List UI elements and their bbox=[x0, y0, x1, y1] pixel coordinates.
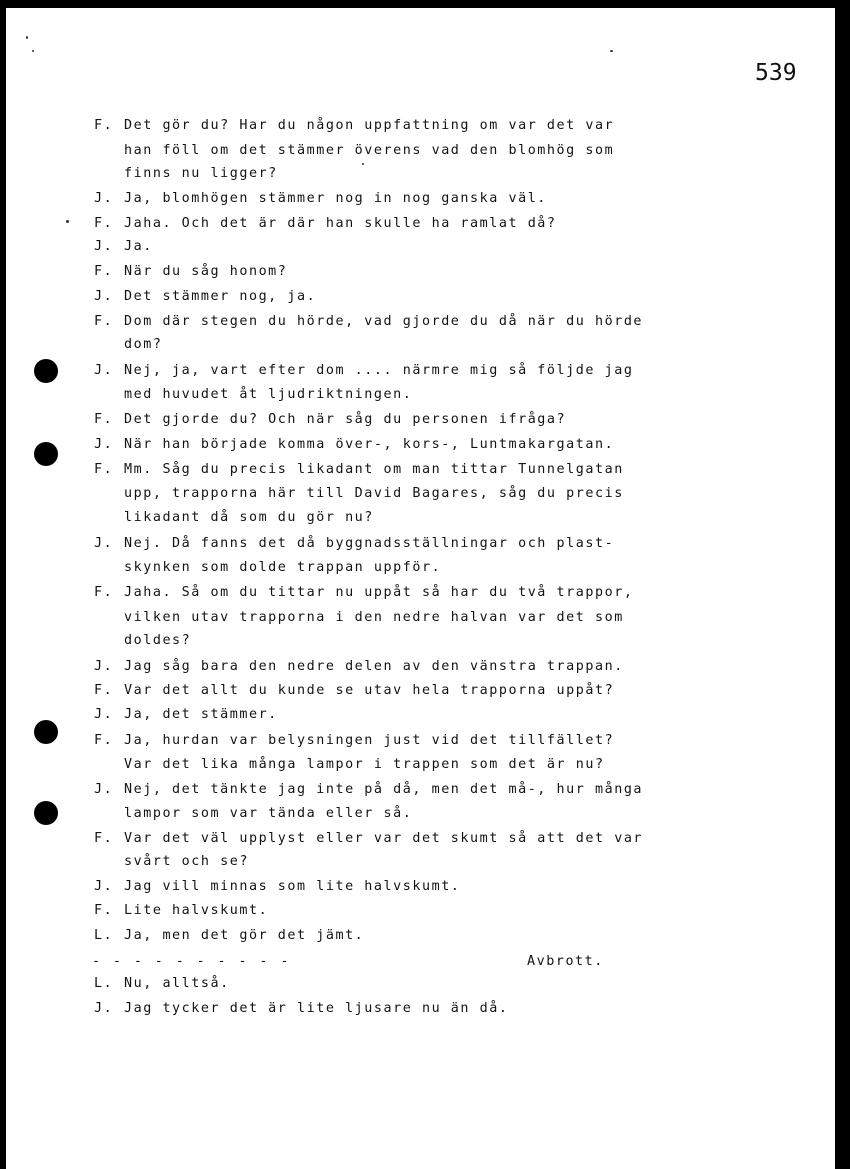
speaker-label: J. bbox=[94, 879, 114, 894]
speaker-label: F. bbox=[94, 831, 114, 846]
transcript-line: svårt och se? bbox=[124, 854, 249, 869]
speaker-label: J. bbox=[94, 1001, 114, 1016]
speaker-label: J. bbox=[94, 289, 114, 304]
transcript-line: Nej, det tänkte jag inte på då, men det må-, hur många bbox=[124, 782, 644, 797]
speaker-label: F. bbox=[94, 733, 114, 748]
speaker-label: J. bbox=[94, 239, 114, 254]
transcript-line: Nu, alltså. bbox=[124, 976, 230, 991]
transcript-line: Jaha. Så om du tittar nu uppåt så har du två trappor, bbox=[124, 585, 634, 600]
transcript-line: han föll om det stämmer överens vad den blomhög som bbox=[124, 143, 615, 158]
speaker-label: F. bbox=[94, 585, 114, 600]
page-number: 539 bbox=[755, 60, 797, 86]
interruption-note: Avbrott. bbox=[527, 954, 604, 969]
transcript-line: Ja. bbox=[124, 239, 153, 254]
transcript-line: Var det väl upplyst eller var det skumt så att det var bbox=[124, 831, 644, 846]
speaker-label: J. bbox=[94, 707, 114, 722]
speaker-label: J. bbox=[94, 536, 114, 551]
transcript-line: När han började komma över-, kors-, Luntmakargatan. bbox=[124, 437, 615, 452]
transcript-line: Ja, hurdan var belysningen just vid det tillfället? bbox=[124, 733, 615, 748]
transcript-line: lampor som var tända eller så. bbox=[124, 806, 413, 821]
transcript-line: När du såg honom? bbox=[124, 264, 288, 279]
speaker-label: J. bbox=[94, 191, 114, 206]
transcript-line: vilken utav trapporna i den nedre halvan var det som bbox=[124, 610, 624, 625]
speaker-label: F. bbox=[94, 314, 114, 329]
transcript-line: Ja, men det gör det jämt. bbox=[124, 928, 365, 943]
speaker-label: F. bbox=[94, 462, 114, 477]
transcript-line: Jag vill minnas som lite halvskumt. bbox=[124, 879, 461, 894]
transcript-line: Jag såg bara den nedre delen av den vänstra trappan. bbox=[124, 659, 624, 674]
transcript-line: upp, trapporna här till David Bagares, såg du precis bbox=[124, 486, 624, 501]
speaker-label: F. bbox=[94, 683, 114, 698]
speaker-label: F. bbox=[94, 118, 114, 133]
transcript-line: Jag tycker det är lite ljusare nu än då. bbox=[124, 1001, 509, 1016]
transcript-line: Ja, blomhögen stämmer nog in nog ganska väl. bbox=[124, 191, 547, 206]
transcript-line: finns nu ligger? bbox=[124, 166, 278, 181]
speaker-label: F. bbox=[94, 216, 114, 231]
transcript-line: Lite halvskumt. bbox=[124, 903, 269, 918]
transcript-line: med huvudet åt ljudriktningen. bbox=[124, 387, 413, 402]
transcript-line: Nej, ja, vart efter dom .... närmre mig så följde jag bbox=[124, 363, 634, 378]
speaker-label: F. bbox=[94, 903, 114, 918]
transcript-line: dom? bbox=[124, 337, 163, 352]
transcript-line: Var det lika många lampor i trappen som det är nu? bbox=[124, 757, 605, 772]
transcript-line: skynken som dolde trappan uppför. bbox=[124, 560, 442, 575]
transcript-line: Det stämmer nog, ja. bbox=[124, 289, 317, 304]
speaker-label: L. bbox=[94, 928, 114, 943]
speaker-label: F. bbox=[94, 412, 114, 427]
transcript-line: Mm. Såg du precis likadant om man tittar Tunnelgatan bbox=[124, 462, 624, 477]
transcript-line: Ja, det stämmer. bbox=[124, 707, 278, 722]
transcript-line: doldes? bbox=[124, 633, 192, 648]
transcript-line: Dom där stegen du hörde, vad gjorde du då när du hörde bbox=[124, 314, 644, 329]
speaker-label: L. bbox=[94, 976, 114, 991]
speaker-label: J. bbox=[94, 437, 114, 452]
transcript-line: Var det allt du kunde se utav hela trapporna uppåt? bbox=[124, 683, 615, 698]
transcript-line: Jaha. Och det är där han skulle ha ramlat då? bbox=[124, 216, 557, 231]
transcript-line: likadant då som du gör nu? bbox=[124, 510, 374, 525]
separator-line: - - - - - - - - - - bbox=[92, 954, 291, 969]
speaker-label: J. bbox=[94, 659, 114, 674]
speaker-label: J. bbox=[94, 782, 114, 797]
transcript-line: Nej. Då fanns det då byggnadsställningar och plast- bbox=[124, 536, 615, 551]
speaker-label: F. bbox=[94, 264, 114, 279]
transcript-line: Det gör du? Har du någon uppfattning om var det var bbox=[124, 118, 615, 133]
speaker-label: J. bbox=[94, 363, 114, 378]
transcript-line: Det gjorde du? Och när såg du personen ifråga? bbox=[124, 412, 567, 427]
